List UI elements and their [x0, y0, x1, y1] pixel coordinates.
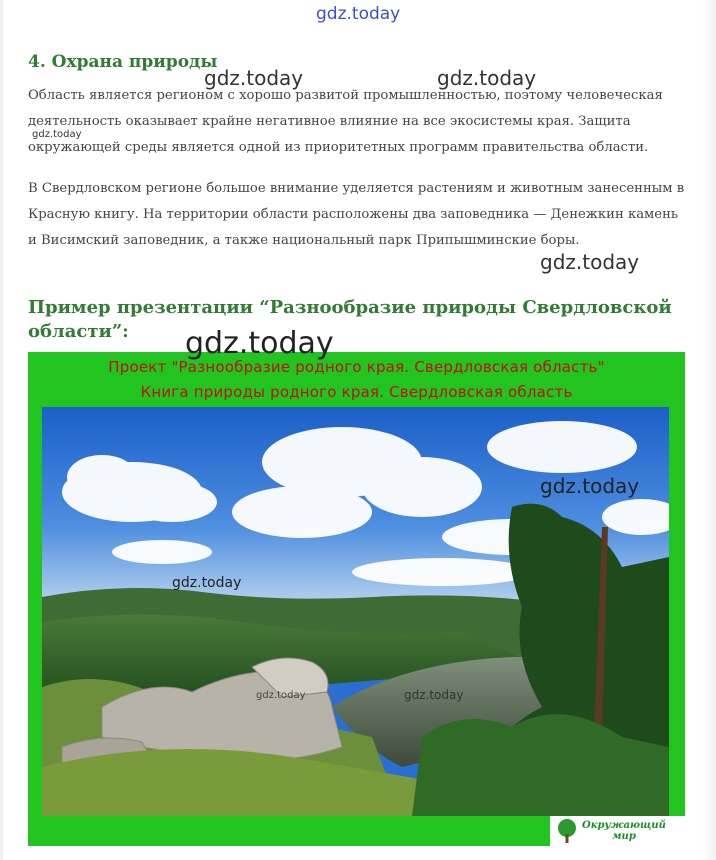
watermark: gdz.today — [540, 250, 640, 274]
page-right-edge — [702, 0, 716, 860]
slide-title-project: Проект "Разнообразие родного края. Свердловская область" — [108, 358, 605, 376]
watermark: gdz.today — [540, 474, 640, 498]
tree-icon — [554, 818, 580, 844]
okruzhayushchiy-mir-logo — [550, 816, 685, 846]
watermark: gdz.today — [256, 690, 306, 701]
paragraph-ecology: Область является регионом с хорошо развитой промышленностью, поэтому человеческая деятельность оказывает крайне негативное влияние на все экосистемы края. Защита окружающей среды является одной из приоритетных программ правительства области. — [28, 88, 663, 155]
watermark: gdz.today — [172, 575, 242, 591]
logo-line-2: мир — [612, 831, 636, 842]
landscape-photo — [42, 407, 669, 816]
presentation-slide — [28, 352, 685, 846]
slide-title-book: Книга природы родного края. Свердловская область — [140, 383, 573, 401]
page-left-border — [0, 0, 3, 860]
watermark: gdz.today — [185, 326, 334, 361]
presentation-example-heading: Пример презентации “Разнообразие природы Свердловской области”: — [28, 297, 672, 342]
logo-text — [582, 820, 666, 842]
watermark: gdz.today — [437, 66, 537, 90]
logo-line-1: Окружающий — [582, 820, 666, 831]
watermark-top: gdz.today — [316, 4, 401, 24]
paragraph-reserves: В Свердловском регионе большое внимание уделяется растениям и животным занесенным в Красную книгу. На территории области расположены два заповедника — Денежкин камень и Висимский заповедник, а также национальный парк Припышминские боры. — [28, 181, 685, 248]
section-heading: 4. Охрана природы — [28, 52, 218, 72]
watermark: gdz.today — [404, 688, 464, 702]
watermark: gdz.today — [204, 66, 304, 90]
landscape-illustration — [42, 407, 669, 816]
watermark: gdz.today — [32, 129, 82, 140]
